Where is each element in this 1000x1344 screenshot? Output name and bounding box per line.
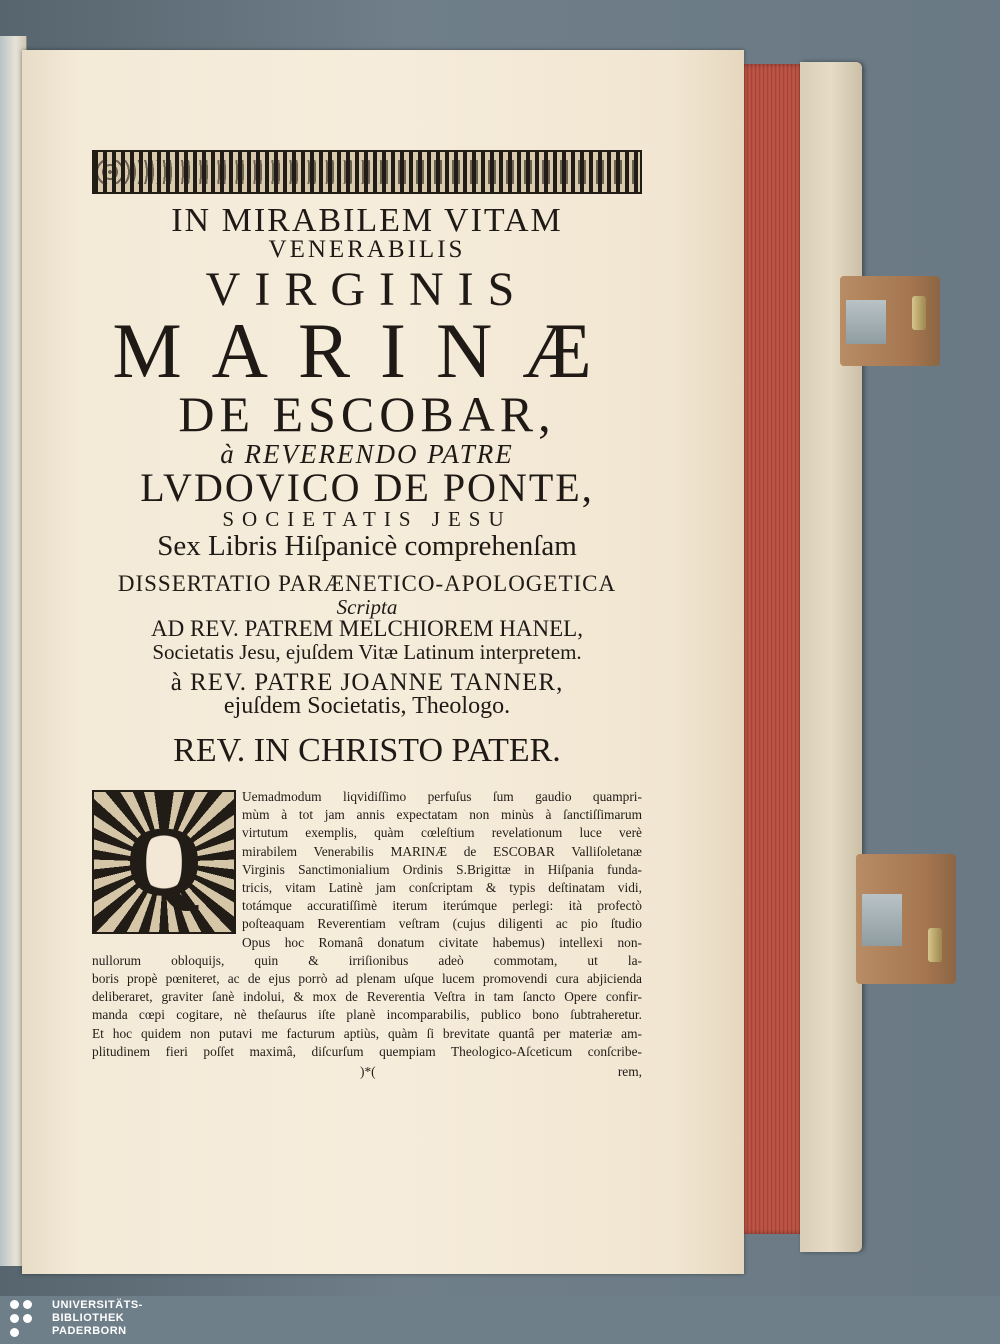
title-line-12: AD REV. PATREM MELCHIOREM HANEL, xyxy=(151,616,583,641)
title-line-7: LVDOVICO DE PONTE, xyxy=(140,465,594,510)
body-line: Opus hoc Romanâ donatum civitate habemus) intellexi non- xyxy=(242,934,642,950)
body-paragraph xyxy=(92,788,642,1081)
body-line: Virginis Sanctimonialium Ordinis S.Brigittæ in Hiſpania funda- xyxy=(242,861,642,877)
title-line-3: VIRGINIS xyxy=(205,263,529,316)
title-line-9: Sex Libris Hiſpanicè comprehenſam xyxy=(157,530,577,562)
title-line-4: MARINÆ xyxy=(112,307,622,394)
body-line: poſteaquam Reverentiam veſtram (cujus diligenti ac pio ſtudio xyxy=(242,916,642,932)
title-line-2: VENERABILIS xyxy=(268,236,466,263)
initial-letter: Q xyxy=(125,806,203,917)
body-line: boris propè pœniteret, ac de ejus porrò ad plenam uſque lucem promovendi cura abjicienda xyxy=(92,971,642,987)
title-line-1: IN MIRABILEM VITAM xyxy=(171,202,563,239)
title-line-5: DE ESCOBAR, xyxy=(178,386,556,442)
library-name xyxy=(52,1299,143,1338)
body-line: deliberaret, graviter ſanè indolui, & mox de Reverentia Veſtra in tam ſancto Opere confir- xyxy=(92,989,642,1005)
library-logo-icon xyxy=(10,1300,46,1340)
body-line: mirabilem Venerabilis MARINÆ de ESCOBAR Valliſoletanæ xyxy=(242,843,642,859)
title-line-11: Scripta xyxy=(336,595,398,619)
title-line-15: ejuſdem Societatis, Theologo. xyxy=(223,693,511,719)
page-text-block xyxy=(92,150,642,1081)
book-page xyxy=(22,50,744,1274)
book-cover-edge xyxy=(800,62,862,1252)
body-line: totámque accuratiſſimè iterum iterúmque perlegi: ità profectò xyxy=(242,898,642,914)
section-heading: REV. IN CHRISTO PATER. xyxy=(173,732,561,769)
library-name-line-1: UNIVERSITÄTS- xyxy=(52,1299,143,1311)
head-ornament-band xyxy=(92,150,642,194)
body-line: Et hoc quidem non putavi me facturum aptiùs, quàm ſi brevitate quantâ per materiæ am- xyxy=(92,1025,642,1041)
body-line: plitudinem fieri poſſet maximâ, diſcurſum quempiam Theologico-Aſceticum conſcribe- xyxy=(92,1043,642,1059)
body-line: Uemadmodum liqvidiſſimo perfuſus ſum gaudio quampri- xyxy=(242,789,642,804)
body-line: virtutum exemplis, quàm cœleſtium revelationum luce verè xyxy=(242,825,642,841)
title-line-8: SOCIETATIS JESU xyxy=(222,507,512,531)
footer-bar xyxy=(0,1296,1000,1344)
title-line-14: à REV. PATRE JOANNE TANNER, xyxy=(170,669,564,696)
body-line: mùm à tot jam annis expectatam non minùs à ſanctiſſimarum xyxy=(242,807,642,823)
upper-clasp xyxy=(840,276,940,366)
body-line: nullorum obloquijs, quin & irriſionibus adeò commotam, ut la- xyxy=(92,952,642,968)
body-line: tricis, vitam Latinè jam conſcriptam & typis deſtinatam vidi, xyxy=(242,880,642,896)
ornamental-initial xyxy=(92,790,236,934)
lower-clasp xyxy=(856,854,956,984)
catchword: rem, xyxy=(617,1064,642,1080)
body-line: manda cœpi cogitare, nè theſaurus iſte planè incomparabilis, publico bono ſubtraheretur. xyxy=(92,1007,642,1023)
title-line-10: DISSERTATIO PARÆNETICO-APOLOGETICA xyxy=(117,571,617,596)
title-line-13: Societatis Jesu, ejuſdem Vitæ Latinum interpretem. xyxy=(152,640,582,664)
page-foot xyxy=(92,1063,642,1081)
library-name-line-3: PADERBORN xyxy=(52,1325,127,1337)
title-line-6: à REVERENDO PATRE xyxy=(220,439,514,469)
library-name-line-2: BIBLIOTHEK xyxy=(52,1312,125,1324)
red-page-edges xyxy=(740,64,804,1234)
signature-mark: )*( xyxy=(360,1064,376,1080)
